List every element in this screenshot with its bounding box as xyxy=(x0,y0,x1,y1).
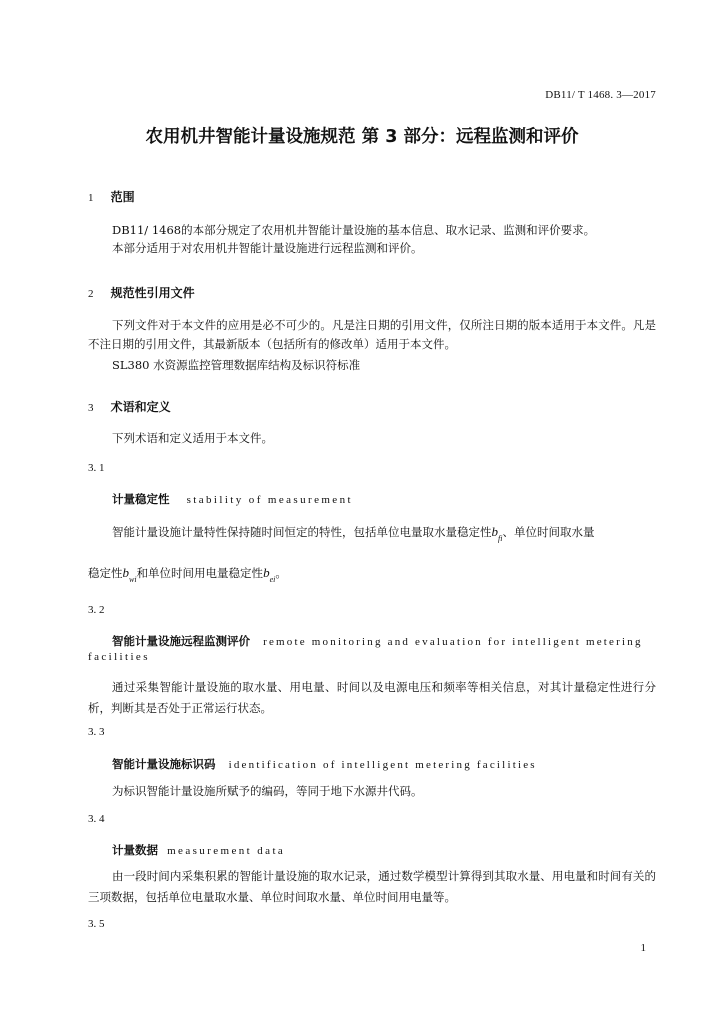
term-chinese: 智能计量设施远程监测评价 xyxy=(112,634,250,648)
section-number: 3 xyxy=(88,402,94,414)
section-title: 术语和定义 xyxy=(110,400,171,414)
term-definition: 通过采集智能计量设施的取水量、用电量、时间以及电源电压和频率等相关信息，对其计量稳定性进行分析，判断其是否处于正常运行状态。 xyxy=(88,680,656,715)
term-english-continued: facilities xyxy=(88,651,150,663)
term-number: 3. 5 xyxy=(88,918,105,930)
section-title: 范围 xyxy=(110,190,135,204)
definition-text: 智能计量设施计量特性保持随时间恒定的特性，包括单位电量取水量稳定性 xyxy=(112,525,492,539)
variable-symbol: b xyxy=(263,565,270,580)
variable-subscript: fi xyxy=(498,534,503,543)
section-1-heading xyxy=(88,186,135,205)
term-chinese: 计量稳定性 xyxy=(112,492,170,506)
variable-subscript: ei xyxy=(269,575,276,584)
section-3-heading xyxy=(88,396,171,415)
term-english: stability of measurement xyxy=(186,494,353,506)
term-english: identification of intelligent metering facilities xyxy=(228,759,537,771)
term-heading xyxy=(112,630,643,649)
section-1-line-2: 本部分适用于对农用机井智能计量设施进行远程监测和评价。 xyxy=(112,241,423,255)
term-definition: 为标识智能计量设施所赋予的编码，等同于地下水源井代码。 xyxy=(112,784,423,798)
variable-subscript: wi xyxy=(129,575,137,584)
term-number: 3. 1 xyxy=(88,462,105,474)
section-number: 1 xyxy=(88,192,94,204)
term-heading xyxy=(112,488,353,507)
section-1-line-1: DB11/ 1468的本部分规定了农用机井智能计量设施的基本信息、取水记录、监测和评价要求。 xyxy=(112,223,596,237)
term-english: remote monitoring and evaluation for intelligent metering xyxy=(263,636,643,648)
term-heading xyxy=(112,839,285,858)
document-title: 农用机井智能计量设施规范 第 3 部分：远程监测和评价 xyxy=(145,127,579,147)
term-number: 3. 2 xyxy=(88,604,105,616)
definition-text: 稳定性 xyxy=(88,566,123,580)
definition-text: 、单位时间取水量 xyxy=(502,525,595,539)
term-definition-line-2 xyxy=(88,564,287,588)
normative-reference: SL380 水资源监控管理数据库结构及标识符标准 xyxy=(112,358,361,372)
section-title: 规范性引用文件 xyxy=(110,286,195,300)
variable-symbol: b xyxy=(491,524,498,539)
term-number: 3. 4 xyxy=(88,813,105,825)
page-number: 1 xyxy=(640,942,646,954)
term-heading xyxy=(112,753,537,772)
term-definition: 由一段时间内采集积累的智能计量设施的取水记录，通过数学模型计算得到其取水量、用电量和时间有关的三项数据，包括单位电量取水量、单位时间取水量、单位时间用电量等。 xyxy=(88,869,656,904)
definition-text: 。 xyxy=(275,566,287,580)
definition-text: 和单位时间用电量稳定性 xyxy=(136,566,264,580)
variable-symbol: b xyxy=(122,565,129,580)
section-2-heading xyxy=(88,282,195,301)
document-code: DB11/ T 1468. 3—2017 xyxy=(545,89,656,101)
term-number: 3. 3 xyxy=(88,726,105,738)
term-chinese: 智能计量设施标识码 xyxy=(112,757,216,771)
term-definition-line-1 xyxy=(112,523,594,547)
term-english: measurement data xyxy=(167,845,286,857)
section-2-paragraph: 下列文件对于本文件的应用是必不可少的。凡是注日期的引用文件，仅所注日期的版本适用于本文件。凡是不注日期的引用文件，其最新版本（包括所有的修改单）适用于本文件。 xyxy=(88,318,656,351)
term-chinese: 计量数据 xyxy=(112,843,158,857)
section-number: 2 xyxy=(88,288,94,300)
section-3-intro: 下列术语和定义适用于本文件。 xyxy=(112,431,273,445)
